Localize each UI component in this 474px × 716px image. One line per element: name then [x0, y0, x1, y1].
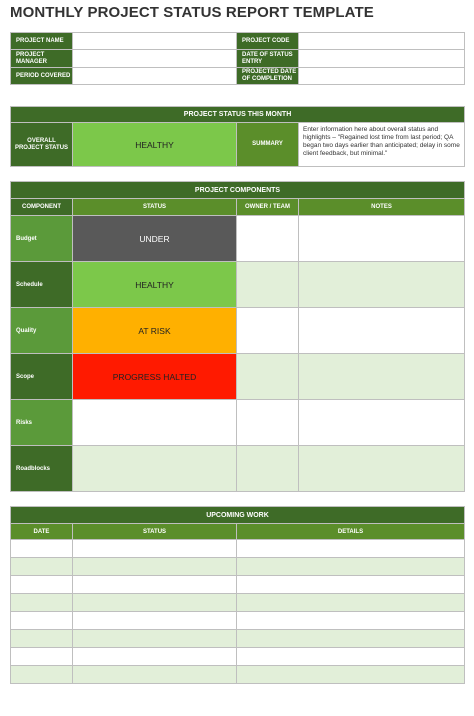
status-cell[interactable] — [73, 558, 237, 576]
owner-cell[interactable] — [237, 216, 299, 262]
date-of-status-field[interactable] — [299, 50, 465, 68]
upcoming-row — [11, 666, 465, 684]
component-row-scope — [11, 354, 465, 400]
owner-cell[interactable] — [237, 446, 299, 492]
notes-cell[interactable] — [299, 216, 465, 262]
row-label: Quality — [11, 308, 73, 354]
date-cell[interactable] — [11, 648, 73, 666]
component-row-budget — [11, 216, 465, 262]
details-cell[interactable] — [237, 594, 465, 612]
status-cell[interactable] — [73, 630, 237, 648]
notes-cell[interactable] — [299, 262, 465, 308]
status-cell[interactable] — [73, 540, 237, 558]
details-cell[interactable] — [237, 576, 465, 594]
status-column-header: STATUS — [73, 199, 237, 216]
upcoming-row — [11, 648, 465, 666]
page-title: MONTHLY PROJECT STATUS REPORT TEMPLATE — [10, 4, 374, 21]
date-cell[interactable] — [11, 576, 73, 594]
upcoming-row — [11, 576, 465, 594]
component-row-quality — [11, 308, 465, 354]
owner-cell[interactable] — [237, 400, 299, 446]
row-label: Schedule — [11, 262, 73, 308]
date-cell[interactable] — [11, 612, 73, 630]
components-table — [10, 181, 465, 492]
summary-text[interactable]: Enter information here about overall status and highlights – "Regained lost time from last period; QA began two days earlier than anticipated; delay in some client feedback, but minimal." — [299, 123, 465, 167]
date-column-header: DATE — [11, 524, 73, 540]
details-cell[interactable] — [237, 558, 465, 576]
status-cell[interactable] — [73, 576, 237, 594]
row-label: Scope — [11, 354, 73, 400]
date-cell[interactable] — [11, 630, 73, 648]
project-code-field[interactable] — [299, 33, 465, 50]
components-banner: PROJECT COMPONENTS — [11, 182, 465, 199]
status-cell[interactable]: UNDER — [73, 216, 237, 262]
notes-cell[interactable] — [299, 308, 465, 354]
project-name-field[interactable] — [73, 33, 237, 50]
details-column-header: DETAILS — [237, 524, 465, 540]
date-cell[interactable] — [11, 666, 73, 684]
component-row-roadblocks — [11, 446, 465, 492]
upcoming-status-column-header: STATUS — [73, 524, 237, 540]
status-cell[interactable] — [73, 648, 237, 666]
owner-column-header: OWNER / TEAM — [237, 199, 299, 216]
overall-status-value[interactable]: HEALTHY — [73, 123, 237, 167]
date-cell[interactable] — [11, 594, 73, 612]
projected-completion-field[interactable] — [299, 68, 465, 85]
status-cell[interactable] — [73, 594, 237, 612]
status-month-table — [10, 106, 465, 167]
notes-column-header: NOTES — [299, 199, 465, 216]
project-info-table — [10, 32, 465, 85]
row-label: Budget — [11, 216, 73, 262]
status-month-banner: PROJECT STATUS THIS MONTH — [11, 107, 465, 123]
overall-status-label: OVERALL PROJECT STATUS — [11, 123, 73, 167]
row-label: Risks — [11, 400, 73, 446]
component-column-header: COMPONENT — [11, 199, 73, 216]
date-cell[interactable] — [11, 558, 73, 576]
details-cell[interactable] — [237, 666, 465, 684]
projected-completion-label: PROJECTED DATE OF COMPLETION — [237, 68, 299, 85]
status-cell[interactable] — [73, 666, 237, 684]
project-name-label: PROJECT NAME — [11, 33, 73, 50]
details-cell[interactable] — [237, 630, 465, 648]
details-cell[interactable] — [237, 540, 465, 558]
period-covered-label: PERIOD COVERED — [11, 68, 73, 85]
upcoming-work-table — [10, 506, 465, 684]
status-cell[interactable]: PROGRESS HALTED — [73, 354, 237, 400]
status-cell[interactable]: HEALTHY — [73, 262, 237, 308]
owner-cell[interactable] — [237, 308, 299, 354]
project-manager-label: PROJECT MANAGER — [11, 50, 73, 68]
status-cell[interactable] — [73, 612, 237, 630]
row-label: Roadblocks — [11, 446, 73, 492]
upcoming-banner: UPCOMING WORK — [11, 507, 465, 524]
component-row-risks — [11, 400, 465, 446]
upcoming-row — [11, 558, 465, 576]
status-cell[interactable] — [73, 400, 237, 446]
date-of-status-label: DATE OF STATUS ENTRY — [237, 50, 299, 68]
project-code-label: PROJECT CODE — [237, 33, 299, 50]
date-cell[interactable] — [11, 540, 73, 558]
notes-cell[interactable] — [299, 354, 465, 400]
component-row-schedule — [11, 262, 465, 308]
upcoming-row — [11, 612, 465, 630]
summary-label: SUMMARY — [237, 123, 299, 167]
details-cell[interactable] — [237, 612, 465, 630]
upcoming-row — [11, 594, 465, 612]
upcoming-row — [11, 540, 465, 558]
period-covered-field[interactable] — [73, 68, 237, 85]
upcoming-row — [11, 630, 465, 648]
notes-cell[interactable] — [299, 400, 465, 446]
owner-cell[interactable] — [237, 354, 299, 400]
status-cell[interactable]: AT RISK — [73, 308, 237, 354]
notes-cell[interactable] — [299, 446, 465, 492]
details-cell[interactable] — [237, 648, 465, 666]
project-manager-field[interactable] — [73, 50, 237, 68]
owner-cell[interactable] — [237, 262, 299, 308]
status-cell[interactable] — [73, 446, 237, 492]
